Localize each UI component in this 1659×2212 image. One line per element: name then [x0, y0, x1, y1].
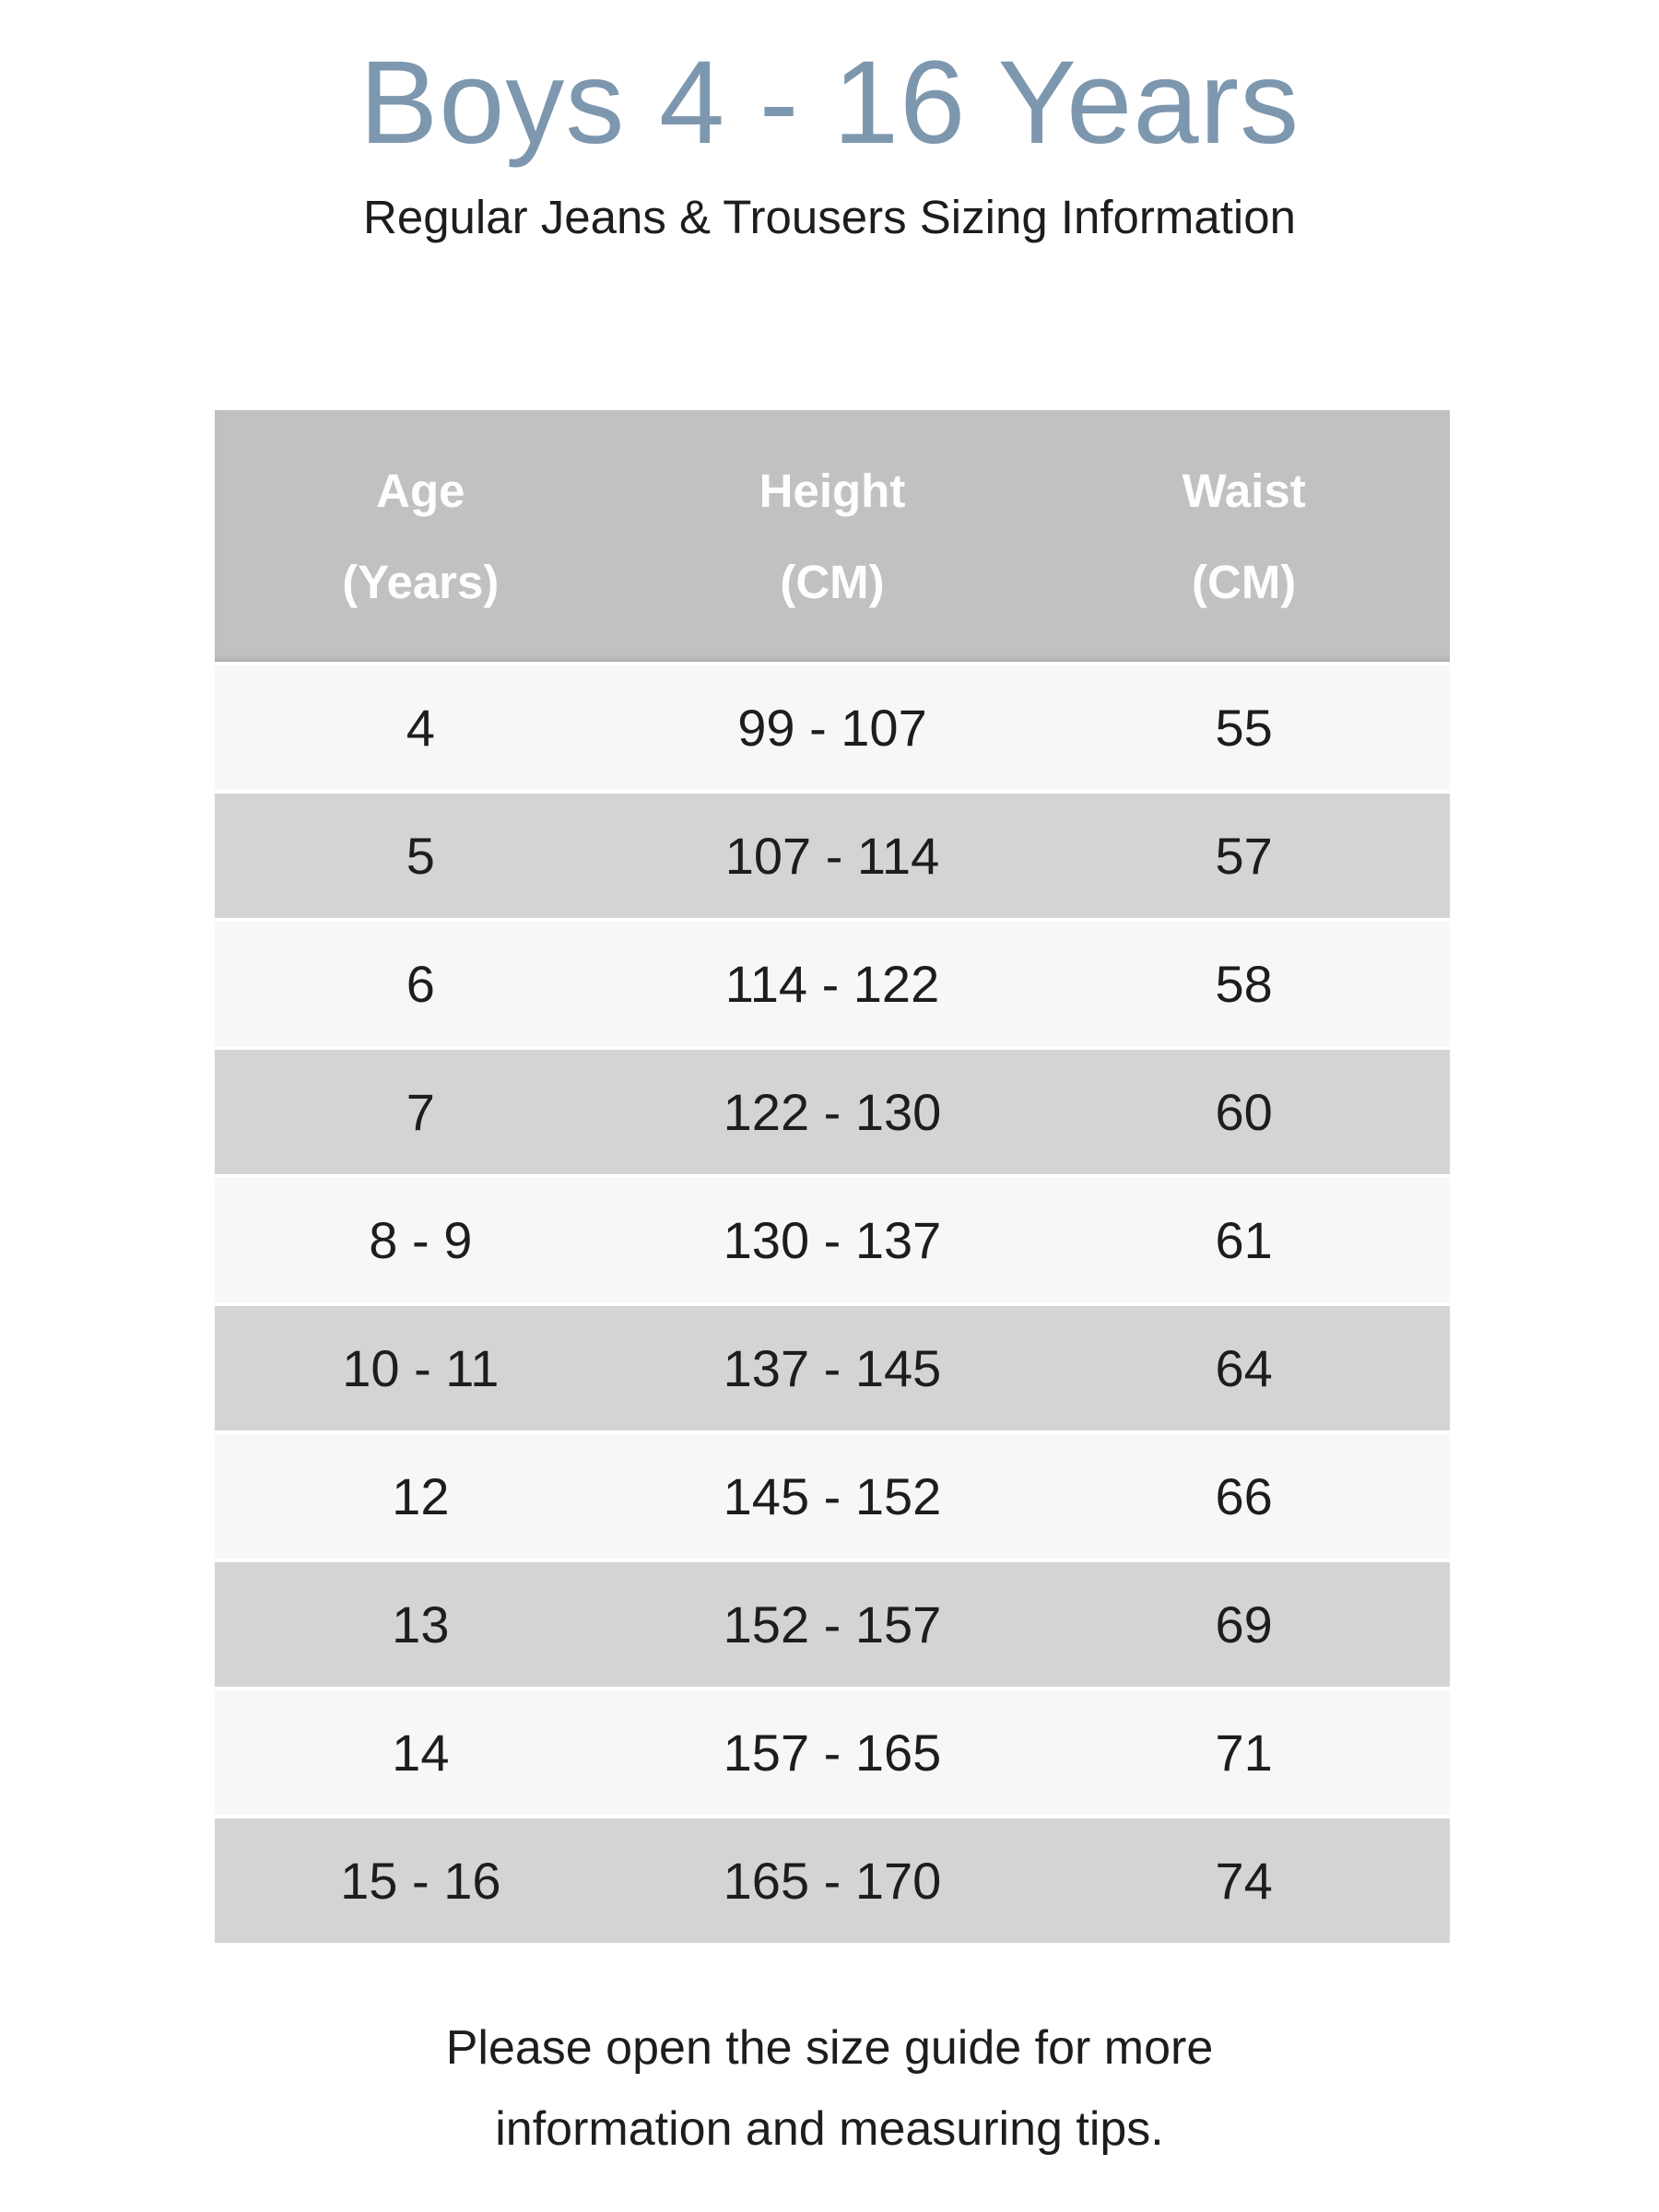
waist-cell: 74 [1215, 1852, 1273, 1910]
footer-note-line-2: information and measuring tips. [495, 2102, 1164, 2157]
age-cell: 13 [392, 1595, 450, 1653]
height-cell: 152 - 157 [723, 1595, 942, 1653]
waist-cell: 55 [1215, 699, 1273, 757]
age-cell: 10 - 11 [342, 1339, 500, 1397]
table-row [215, 918, 1450, 1046]
age-cell: 15 - 16 [340, 1852, 501, 1910]
height-cell: 122 - 130 [723, 1083, 942, 1141]
page-subtitle: Regular Jeans & Trousers Sizing Information [363, 191, 1296, 243]
height-cell: 157 - 165 [723, 1724, 942, 1782]
column-header-height-label: Height [759, 464, 906, 517]
waist-cell: 60 [1215, 1083, 1273, 1141]
waist-cell: 57 [1215, 827, 1273, 885]
waist-cell: 71 [1215, 1724, 1273, 1782]
waist-cell: 58 [1215, 955, 1273, 1013]
size-table-header-row [215, 410, 1450, 662]
column-header-waist-label: Waist [1182, 464, 1306, 517]
waist-cell: 61 [1215, 1211, 1273, 1269]
age-cell: 6 [406, 955, 435, 1013]
column-header-height [627, 410, 1039, 662]
column-header-waist-unit: (CM) [1192, 555, 1297, 608]
height-cell: 114 - 122 [724, 955, 940, 1013]
age-cell: 8 - 9 [369, 1211, 473, 1269]
size-table-body [215, 662, 1450, 1943]
column-header-age [215, 410, 627, 662]
height-cell: 99 - 107 [737, 699, 927, 757]
table-row [215, 1174, 1450, 1302]
column-header-age-unit: (Years) [342, 555, 500, 608]
waist-cell: 64 [1215, 1339, 1273, 1397]
height-cell: 137 - 145 [723, 1339, 942, 1397]
age-cell: 14 [392, 1724, 450, 1782]
footer-note [0, 2007, 1659, 2171]
table-row [215, 1430, 1450, 1559]
height-cell: 107 - 114 [724, 827, 940, 885]
height-cell: 145 - 152 [723, 1467, 942, 1525]
age-cell: 5 [406, 827, 435, 885]
size-table [215, 410, 1450, 1943]
age-cell: 12 [392, 1467, 450, 1525]
waist-cell: 69 [1215, 1595, 1273, 1653]
table-row [215, 1302, 1450, 1430]
column-header-age-label: Age [376, 464, 465, 517]
page-title: Boys 4 - 16 Years [359, 37, 1300, 169]
table-row [215, 1687, 1450, 1815]
age-cell: 7 [406, 1083, 435, 1141]
table-row [215, 662, 1450, 790]
height-cell: 165 - 170 [723, 1852, 942, 1910]
table-row [215, 1046, 1450, 1174]
column-header-height-unit: (CM) [780, 555, 885, 608]
footer-note-line-1: Please open the size guide for more [445, 2021, 1214, 2075]
age-cell: 4 [406, 699, 435, 757]
column-header-waist [1038, 410, 1450, 662]
table-row [215, 1559, 1450, 1687]
table-row [215, 1815, 1450, 1943]
table-row [215, 790, 1450, 918]
height-cell: 130 - 137 [723, 1211, 942, 1269]
waist-cell: 66 [1215, 1467, 1273, 1525]
